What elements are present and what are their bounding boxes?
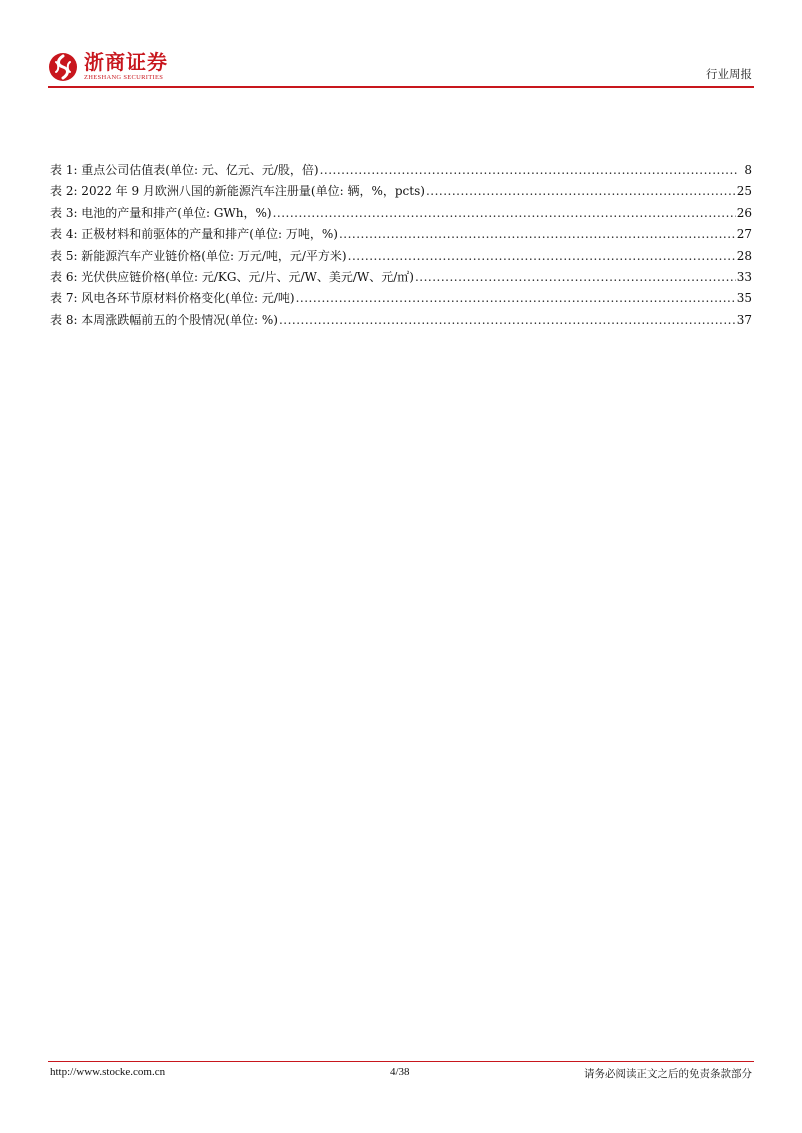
toc-leader-dots [320,160,739,181]
logo-chinese-name: 浙商证券 [84,50,168,75]
toc-entry-page: 28 [736,248,752,263]
logo-english-name: ZHESHANG SECURITIES [84,74,164,82]
page-number: 4/38 [390,1066,410,1078]
toc-entry-page: 26 [736,205,752,220]
page-footer [50,1066,752,1082]
toc-entry-label: 表 4: 正极材料和前驱体的产量和排产(单位: 万吨，%) [50,227,338,242]
toc-entry-label: 表 3: 电池的产量和排产(单位: GWh，%) [50,205,272,220]
toc-entry[interactable] [50,288,752,309]
toc-entry[interactable] [50,310,752,331]
toc-entry-label: 表 5: 新能源汽车产业链价格(单位: 万元/吨，元/平方米) [50,248,347,263]
toc-entry[interactable] [50,267,752,288]
toc-leader-dots [296,288,736,309]
disclaimer-text: 请务必阅读正文之后的免责条款部分 [584,1068,752,1080]
toc-entry-label: 表 7: 风电各环节原材料价格变化(单位: 元/吨) [50,291,295,306]
toc-entry[interactable] [50,246,752,267]
toc-entry[interactable] [50,224,752,245]
table-of-contents [50,160,752,331]
zheshang-logo-icon [48,52,78,82]
toc-leader-dots [426,181,736,202]
toc-entry-page: 27 [736,227,752,242]
footer-divider [48,1061,754,1062]
header-divider [48,86,754,88]
report-type-label: 行业周报 [706,67,752,81]
toc-entry-page: 35 [736,291,752,306]
toc-leader-dots [415,267,736,288]
toc-entry[interactable] [50,181,752,202]
toc-entry-page: 37 [736,312,752,327]
toc-entry-page: 25 [736,184,752,199]
toc-entry-page: 8 [744,163,752,177]
toc-entry-label: 表 2: 2022 年 9 月欧洲八国的新能源汽车注册量(单位: 辆，%，pcts) [50,184,425,199]
website-link[interactable]: http://www.stocke.com.cn [50,1066,166,1078]
company-logo [48,50,168,84]
toc-leader-dots [339,224,736,245]
toc-entry[interactable] [50,160,752,181]
toc-entry-label: 表 1: 重点公司估值表(单位: 元、亿元、元/股，倍) [50,163,319,177]
toc-leader-dots [279,310,736,331]
toc-entry[interactable] [50,203,752,224]
toc-leader-dots [348,246,736,267]
toc-entry-label: 表 8: 本周涨跌幅前五的个股情况(单位: %) [50,312,278,327]
logo-text [84,52,168,82]
toc-entry-page: 33 [736,269,752,284]
toc-leader-dots [273,203,736,224]
page-header [48,48,754,88]
toc-entry-label: 表 6: 光伏供应链价格(单位: 元/KG、元/片、元/W、美元/W、元/㎡) [50,269,414,284]
